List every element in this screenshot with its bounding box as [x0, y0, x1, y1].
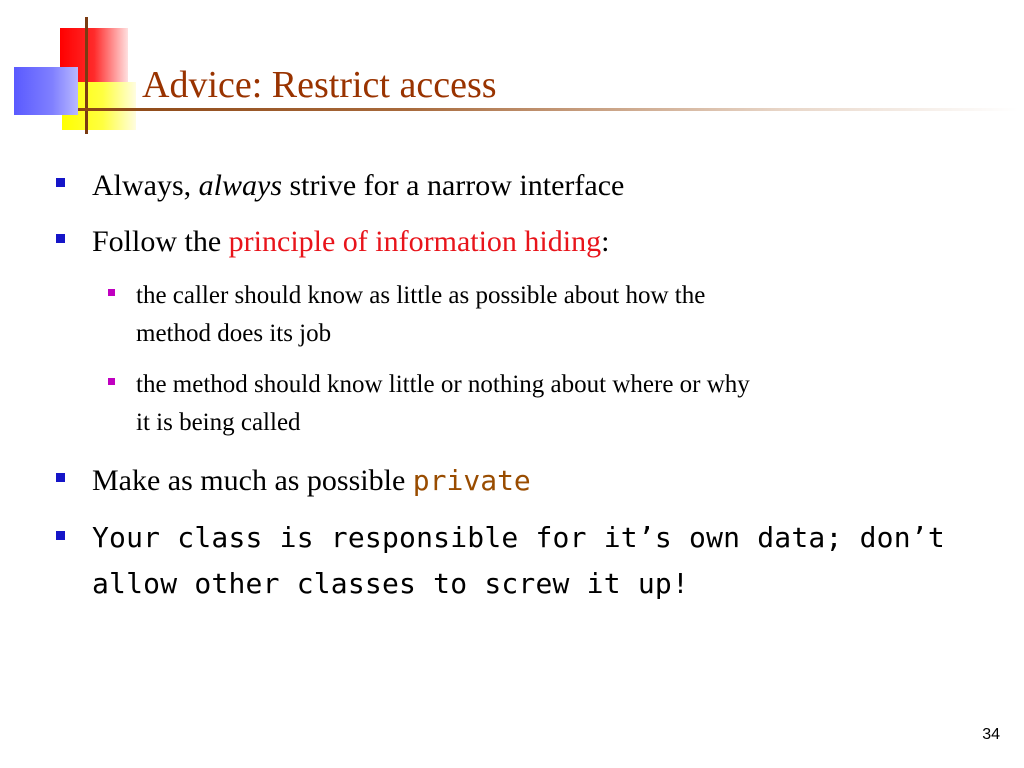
bullet-square-icon — [56, 234, 65, 243]
subbullet-text-line2: method does its job — [136, 320, 332, 347]
bullet-text-suffix: : — [601, 225, 610, 258]
bullet-square-icon — [56, 531, 65, 540]
subbullet-text-line1: the caller should know as little as possible about how the — [136, 282, 706, 309]
logo-blue-block — [14, 67, 78, 115]
bullet-text-prefix: Always, — [92, 169, 199, 202]
bullet-narrow-interface — [92, 164, 624, 208]
bullet-text-line1: Your class is responsible for it’s own data; don’t — [92, 521, 945, 554]
bullet-square-icon — [56, 473, 65, 482]
bullet-text — [92, 225, 609, 258]
slide-title: Advice: Restrict access — [142, 64, 497, 106]
subbullet-square-icon — [108, 289, 115, 296]
bullet-text-suffix: strive for a narrow interface — [282, 169, 625, 202]
bullet-text-line2: allow other classes to screw it up! — [92, 567, 690, 600]
subbullet-method — [136, 366, 750, 442]
page-number: 34 — [982, 726, 1000, 743]
bullet-code-private: private — [412, 464, 531, 497]
bullet-square-icon — [56, 178, 65, 187]
subbullet-square-icon — [108, 378, 115, 385]
bullet-text-emphasis: always — [198, 169, 282, 202]
title-underline — [78, 108, 1018, 111]
bullet-text-highlight: principle of information hiding — [228, 225, 602, 258]
bullet-private — [92, 459, 531, 503]
bullet-text-prefix: Make as much as possible — [92, 464, 413, 497]
bullet-own-data — [92, 515, 945, 607]
bullet-text — [92, 169, 624, 202]
bullet-text — [92, 464, 531, 497]
bullet-text-prefix: Follow the — [92, 225, 229, 258]
subbullet-text-line1: the method should know little or nothing about where or why — [136, 371, 750, 398]
bullet-information-hiding — [92, 220, 609, 264]
logo-vertical-line — [85, 17, 88, 134]
subbullet-caller — [136, 277, 705, 353]
subbullet-text-line2: it is being called — [136, 409, 301, 436]
